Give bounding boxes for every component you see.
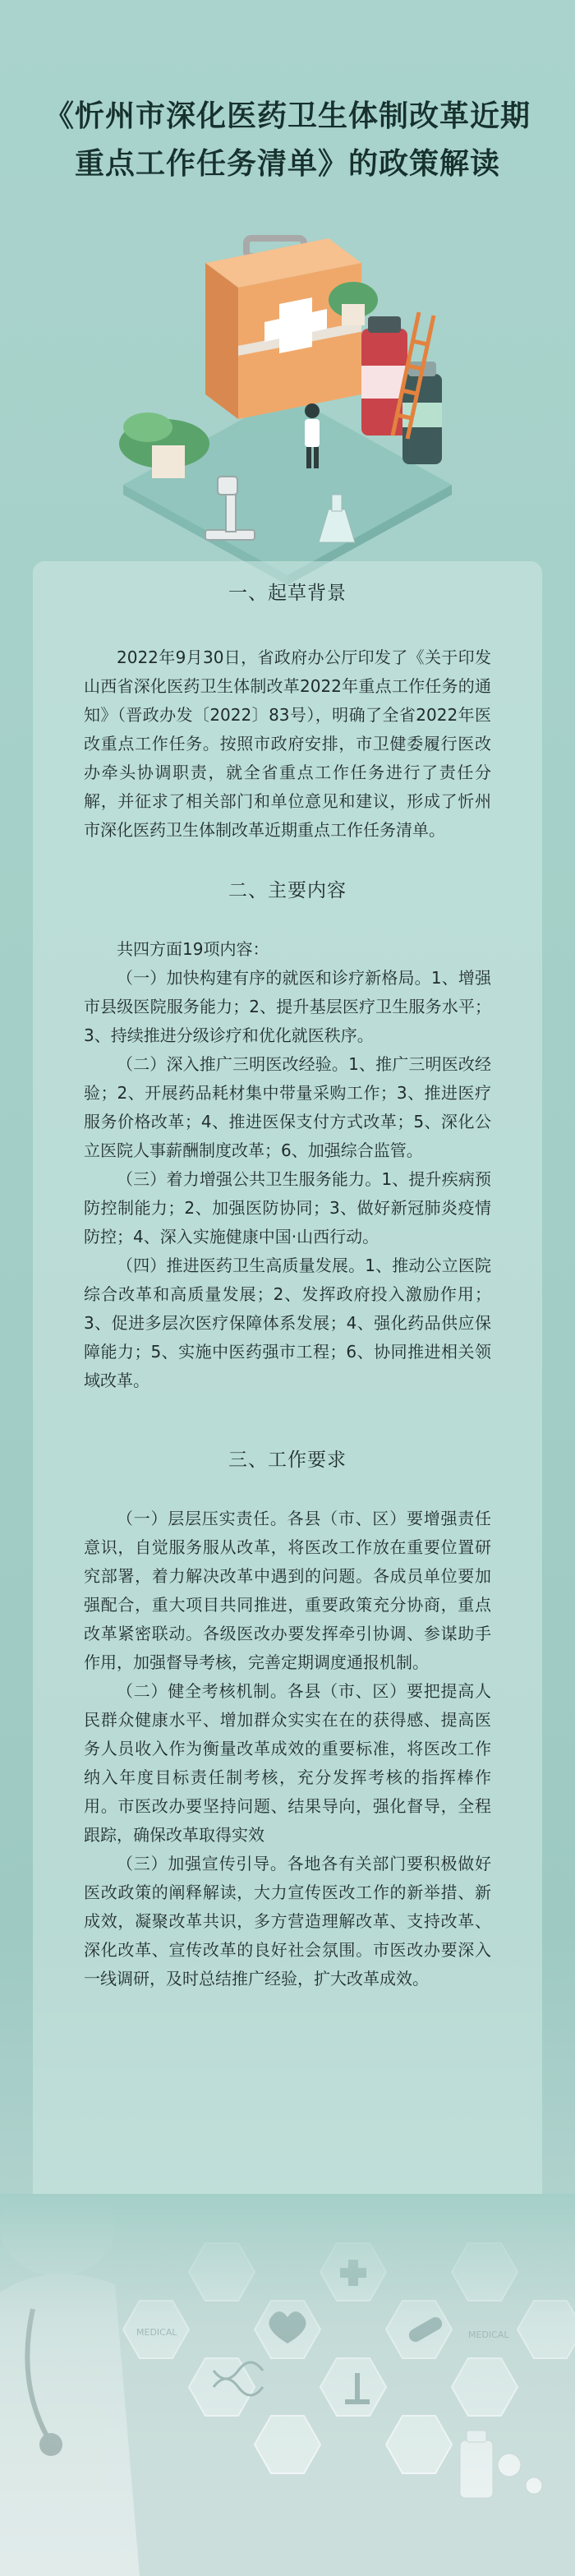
paragraph: （三）加强宣传引导。各地各有关部门要积极做好医改政策的阐释解读，大力宣传医改工作的新举措、新成效，凝聚改革共识，多方营造理解改革、支持改革、深化改革、宣传改革的良好社会氛围。市医改办要深入一线调研，及时总结推广经验，扩大改革成效。 xyxy=(84,1854,491,1988)
paragraph: （一）层层压实责任。各县（市、区）要增强责任意识，自觉服务服从改革，将医改工作放在重要位置研究部署，着力解决改革中遇到的问题。各成员单位要加强配合，重大项目共同推进，重要政策充分协商，重点改革紧密联动。各级医改办要发挥牵引协调、参谋助手作用，加强督导考核，完善定期调度通报机制。 xyxy=(84,1509,491,1672)
medkit-icon xyxy=(205,238,361,419)
paragraph: （二）健全考核机制。各县（市、区）要把提高人民群众健康水平、增加群众实实在在的获得感、提高医务人员收入作为衡量改革成效的重要标准，将医改工作纳入年度目标责任制考核，充分发挥考核的指挥棒作用。市医改办要坚持问题、结果导向，强化督导，全程跟踪，确保改革取得实效 xyxy=(84,1681,491,1845)
section-requirements xyxy=(84,1445,491,1993)
title-line-2: 重点工作任务清单》的政策解读 xyxy=(74,146,500,182)
paragraph: （二）深入推广三明医改经验。1、推广三明医改经验；2、开展药品耗材集中带量采购工作；3、推进医疗服务价格改革；4、推进医保支付方式改革；5、深化公立医院人事薪酬制度改革；6、加强综合监管。 xyxy=(84,1054,491,1160)
paragraph: 共四方面19项内容： xyxy=(117,939,269,959)
medical-kit-illustration xyxy=(115,205,460,592)
title-line-1: 《忻州市深化医药卫生体制改革近期 xyxy=(44,99,531,134)
paragraph: 2022年9月30日，省政府办公厅印发了《关于印发山西省深化医药卫生体制改革2022年重点工作任务的通知》（晋政办发〔2022〕83号），明确了全省2022年医改重点工作任务。按照市政府安排，市卫健委履行医改办牵头协调职责，就全省重点工作任务进行了责任分解，并征求了相关部门和单位意见和建议，形成了忻州市深化医药卫生体制改革近期重点工作任务清单。 xyxy=(84,647,491,840)
page-title xyxy=(33,92,542,187)
medical-collage-illustration xyxy=(0,2194,575,2576)
paragraph: （三）着力增强公共卫生服务能力。1、提升疾病预防控制能力；2、加强医防协同；3、做好新冠肺炎疫情防控；4、深入实施健康中国·山西行动。 xyxy=(84,1169,491,1247)
section-heading-content: 二、主要内容 xyxy=(228,880,347,901)
section-heading-requirements: 三、工作要求 xyxy=(228,1449,347,1471)
section-content xyxy=(84,875,491,1395)
content-card xyxy=(33,561,542,2205)
section-heading-background: 一、起草背景 xyxy=(228,583,347,604)
paragraph: （四）推进医药卫生高质量发展。1、推动公立医院综合改革和高质量发展；2、发挥政府投入激励作用；3、促进多层次医疗保障体系发展；4、强化药品供应保障能力；5、实施中医药强市工程；6、协同推进相关领域改革。 xyxy=(84,1256,491,1390)
paragraph: （一）加快构建有序的就医和诊疗新格局。1、增强市县级医院服务能力；2、提升基层医疗卫生服务水平；3、持续推进分级诊疗和优化就医秩序。 xyxy=(84,968,491,1045)
section-background xyxy=(84,561,491,845)
